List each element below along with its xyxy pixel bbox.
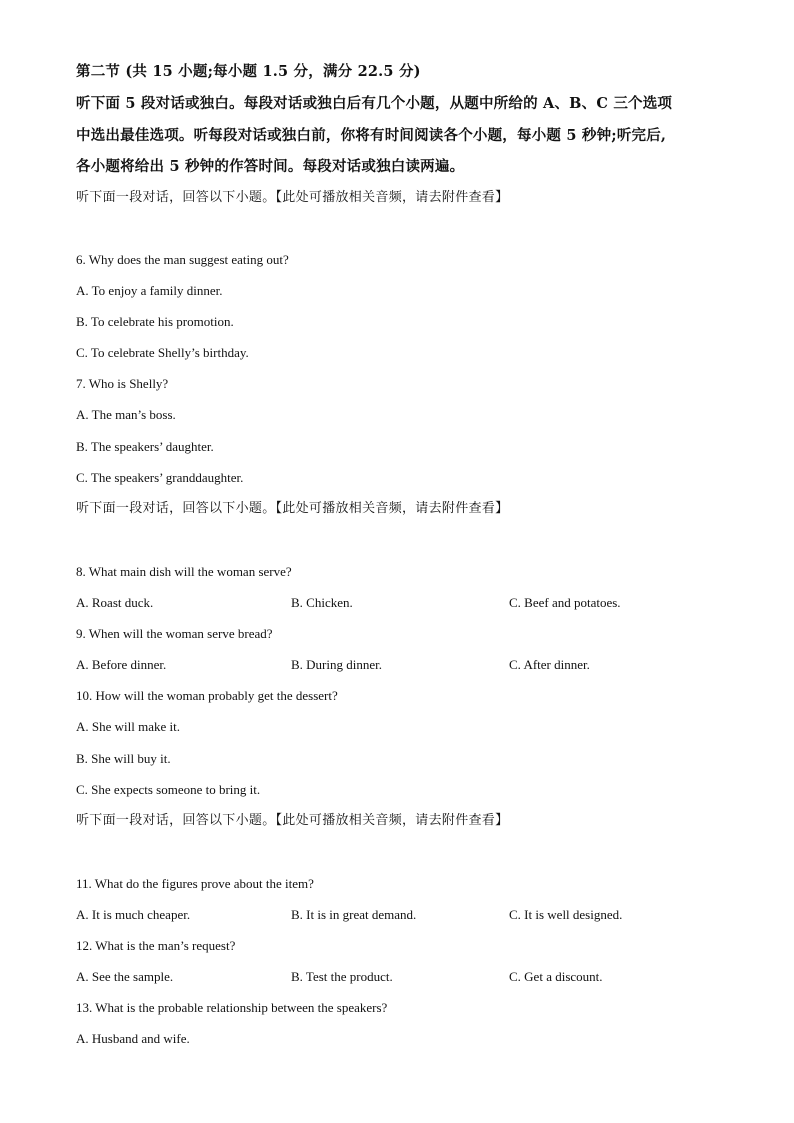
option-c: C. It is well designed. bbox=[509, 907, 623, 922]
option-b: B. Chicken. bbox=[291, 595, 353, 610]
section-title: 第二节 (共 15 小题;每小题 1.5 分，满分 22.5 分) bbox=[76, 63, 421, 80]
option-a: A. To enjoy a family dinner. bbox=[76, 283, 223, 298]
section-directions-line-2: 中选出最佳选项。听每段对话或独白前，你将有时间阅读各个小题，每小题 5 秒钟;听完后, bbox=[76, 127, 667, 144]
listen-instruction: 听下面一段对话，回答以下小题。【此处可播放相关音频，请去附件查看】 bbox=[76, 501, 509, 516]
question-stem: 6. Why does the man suggest eating out? bbox=[76, 252, 289, 267]
question-stem: 12. What is the man’s request? bbox=[76, 938, 236, 953]
option-b: B. The speakers’ daughter. bbox=[76, 439, 214, 454]
option-a: A. Before dinner. bbox=[76, 657, 167, 672]
option-a: A. Roast duck. bbox=[76, 595, 154, 610]
option-c: C. After dinner. bbox=[509, 657, 590, 672]
option-c: C. The speakers’ granddaughter. bbox=[76, 470, 244, 485]
question-stem: 11. What do the figures prove about the item? bbox=[76, 876, 314, 891]
question-stem: 13. What is the probable relationship between the speakers? bbox=[76, 1000, 388, 1015]
option-a: A. The man’s boss. bbox=[76, 407, 176, 422]
question-stem: 7. Who is Shelly? bbox=[76, 376, 169, 391]
option-a: A. She will make it. bbox=[76, 719, 180, 734]
option-c: C. She expects someone to bring it. bbox=[76, 782, 261, 797]
option-a: A. Husband and wife. bbox=[76, 1031, 190, 1046]
section-directions-line-1: 听下面 5 段对话或独白。每段对话或独白后有几个小题，从题中所给的 A、B、C 三个选项 bbox=[76, 95, 673, 112]
option-c: C. To celebrate Shelly’s birthday. bbox=[76, 345, 249, 360]
question-stem: 8. What main dish will the woman serve? bbox=[76, 564, 292, 579]
option-b: B. During dinner. bbox=[291, 657, 382, 672]
listen-instruction: 听下面一段对话，回答以下小题。【此处可播放相关音频，请去附件查看】 bbox=[76, 813, 509, 828]
option-a: A. It is much cheaper. bbox=[76, 907, 191, 922]
option-b: B. She will buy it. bbox=[76, 751, 171, 766]
option-b: B. Test the product. bbox=[291, 969, 393, 984]
option-c: C. Beef and potatoes. bbox=[509, 595, 621, 610]
section-directions-line-3: 各小题将给出 5 秒钟的作答时间。每段对话或独白读两遍。 bbox=[76, 158, 465, 175]
option-a: A. See the sample. bbox=[76, 969, 174, 984]
question-stem: 9. When will the woman serve bread? bbox=[76, 626, 273, 641]
option-b: B. It is in great demand. bbox=[291, 907, 417, 922]
option-c: C. Get a discount. bbox=[509, 969, 603, 984]
listen-instruction: 听下面一段对话，回答以下小题。【此处可播放相关音频，请去附件查看】 bbox=[76, 190, 509, 205]
option-b: B. To celebrate his promotion. bbox=[76, 314, 234, 329]
question-stem: 10. How will the woman probably get the dessert? bbox=[76, 688, 338, 703]
